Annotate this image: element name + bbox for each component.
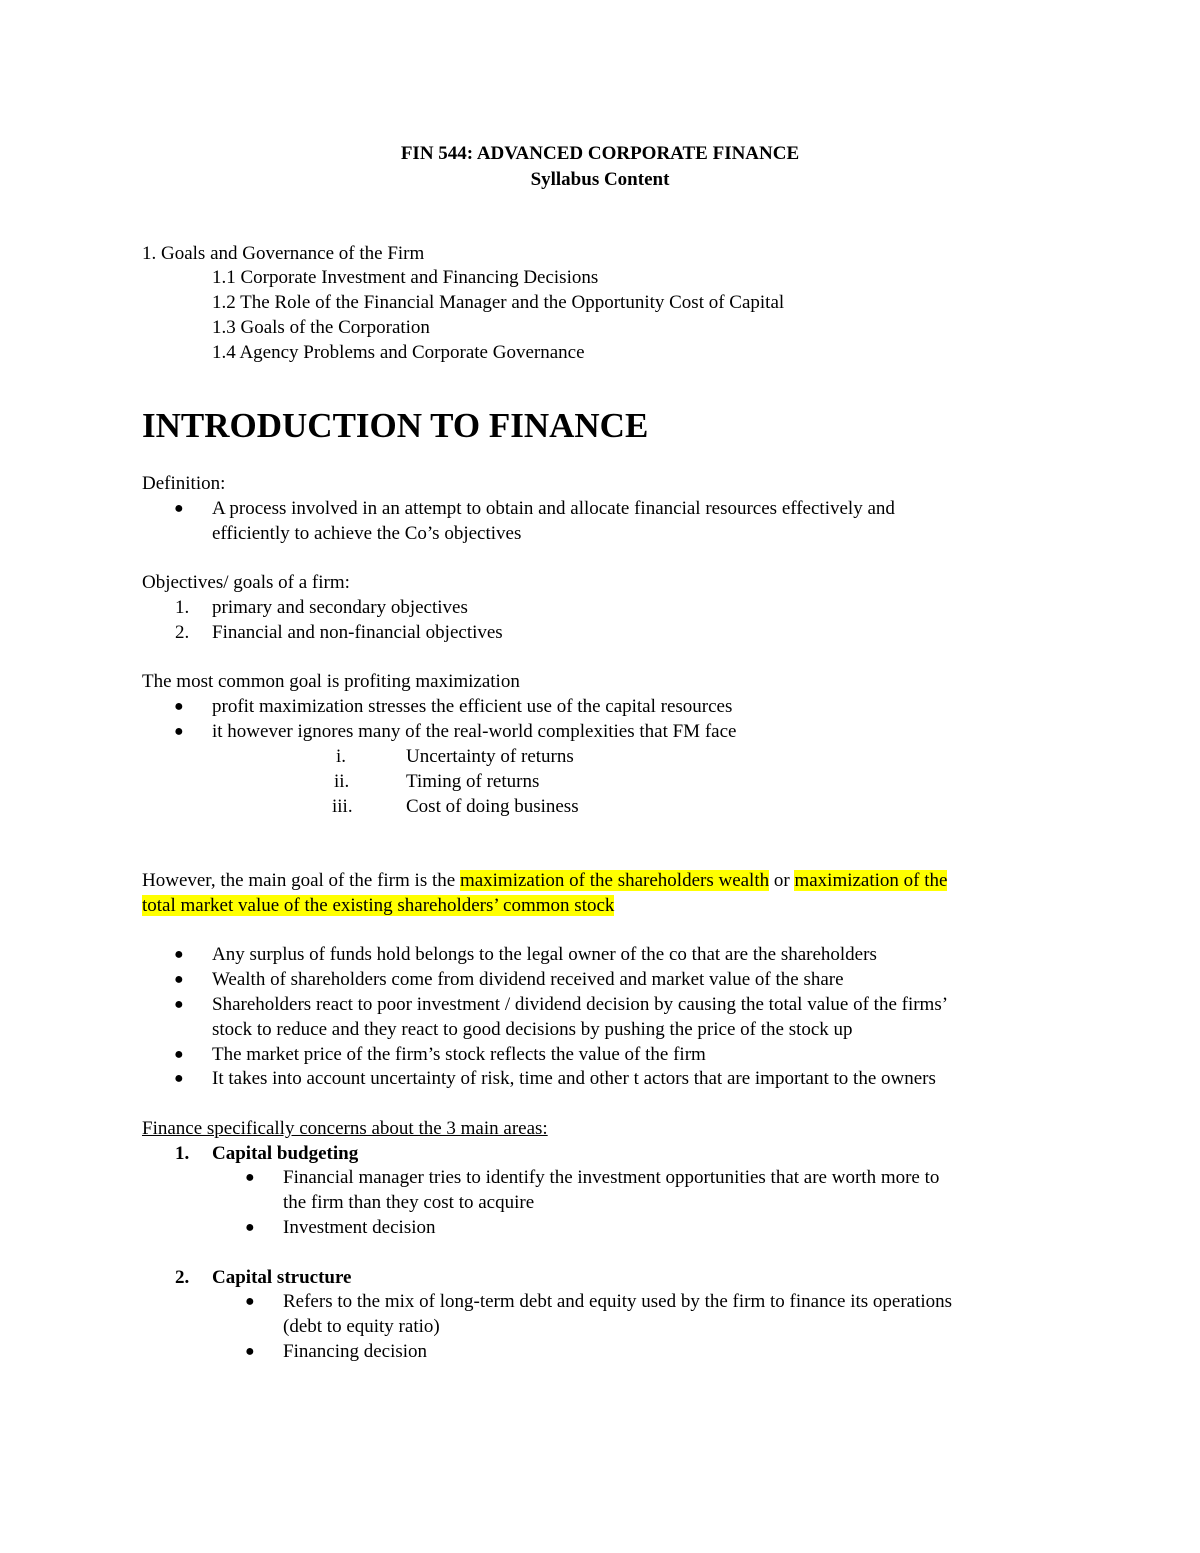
bullet-icon: ● [245, 1169, 255, 1186]
area-title-capital-budgeting: Capital budgeting [212, 1143, 359, 1164]
area-bullet: Investment decision [283, 1217, 436, 1238]
common-goal-bullet: it however ignores many of the real-world complexities that FM face [212, 721, 737, 742]
syllabus-item-1-3: 1.3 Goals of the Corporation [212, 317, 430, 338]
highlight-market-value-cont: total market value of the existing shareholders’ common stock [142, 895, 615, 916]
bullet-icon: ● [174, 500, 184, 517]
area-bullet-cont: the firm than they cost to acquire [283, 1192, 535, 1213]
area-number: 2. [175, 1267, 190, 1288]
common-goal-bullet: profit maximization stresses the efficient use of the capital resources [212, 696, 733, 717]
area-bullet-cont: (debt to equity ratio) [283, 1316, 440, 1337]
main-goal-or: or [769, 870, 795, 891]
roman-numeral: i. [336, 746, 347, 767]
bullet-icon: ● [245, 1293, 255, 1310]
area-title-capital-structure: Capital structure [212, 1267, 352, 1288]
area-bullet: Financing decision [283, 1341, 428, 1362]
definition-text-line2: efficiently to achieve the Co’s objectives [212, 523, 522, 544]
complexity-item: Uncertainty of returns [406, 746, 574, 767]
syllabus-item-1-4: 1.4 Agency Problems and Corporate Governance [212, 342, 585, 363]
main-goal-line2 [142, 894, 614, 919]
bullet-icon: ● [174, 698, 184, 715]
objective-item: Financial and non-financial objectives [212, 622, 503, 643]
wealth-bullet: Shareholders react to poor investment / dividend decision by causing the total value of the firms’ [212, 994, 949, 1015]
main-goal-line1 [142, 869, 947, 894]
wealth-bullet: The market price of the firm’s stock reflects the value of the firm [212, 1044, 706, 1065]
highlight-market-value: maximization of the [794, 870, 948, 891]
wealth-bullet: Wealth of shareholders come from dividend received and market value of the share [212, 969, 844, 990]
objective-number: 1. [175, 597, 190, 618]
objectives-label: Objectives/ goals of a firm: [142, 572, 350, 593]
document-subtitle: Syllabus Content [530, 169, 670, 190]
roman-numeral: iii. [332, 796, 353, 817]
wealth-bullet-cont: stock to reduce and they react to good decisions by pushing the price of the stock up [212, 1019, 853, 1040]
area-number: 1. [175, 1143, 190, 1164]
roman-numeral: ii. [334, 771, 350, 792]
area-bullet: Refers to the mix of long-term debt and equity used by the firm to finance its operations [283, 1291, 953, 1312]
definition-label: Definition: [142, 473, 226, 494]
section-heading: INTRODUCTION TO FINANCE [142, 406, 649, 445]
complexity-item: Cost of doing business [406, 796, 579, 817]
bullet-icon: ● [174, 1046, 184, 1063]
common-goal-label: The most common goal is profiting maximization [142, 671, 520, 692]
wealth-bullet: It takes into account uncertainty of risk, time and other t actors that are important to the owners [212, 1068, 936, 1089]
syllabus-item-1-2: 1.2 The Role of the Financial Manager and the Opportunity Cost of Capital [212, 292, 785, 313]
bullet-icon: ● [174, 996, 184, 1013]
wealth-bullet: Any surplus of funds hold belongs to the legal owner of the co that are the shareholders [212, 944, 877, 965]
bullet-icon: ● [174, 723, 184, 740]
complexity-item: Timing of returns [406, 771, 540, 792]
title-block [0, 141, 1200, 193]
areas-label: Finance specifically concerns about the 3 main areas: [142, 1118, 548, 1139]
main-goal-prefix: However, the main goal of the firm is the [142, 870, 460, 891]
bullet-icon: ● [174, 946, 184, 963]
syllabus-main-item: 1. Goals and Governance of the Firm [142, 243, 425, 264]
area-bullet: Financial manager tries to identify the investment opportunities that are worth more to [283, 1167, 940, 1188]
bullet-icon: ● [174, 1070, 184, 1087]
highlight-shareholders-wealth: maximization of the shareholders wealth [459, 870, 770, 891]
bullet-icon: ● [245, 1219, 255, 1236]
objective-number: 2. [175, 622, 190, 643]
document-title: FIN 544: ADVANCED CORPORATE FINANCE [400, 143, 800, 164]
definition-text-line1: A process involved in an attempt to obtain and allocate financial resources effectively and [212, 498, 895, 519]
objective-item: primary and secondary objectives [212, 597, 468, 618]
bullet-icon: ● [174, 971, 184, 988]
syllabus-item-1-1: 1.1 Corporate Investment and Financing Decisions [212, 267, 599, 288]
bullet-icon: ● [245, 1343, 255, 1360]
